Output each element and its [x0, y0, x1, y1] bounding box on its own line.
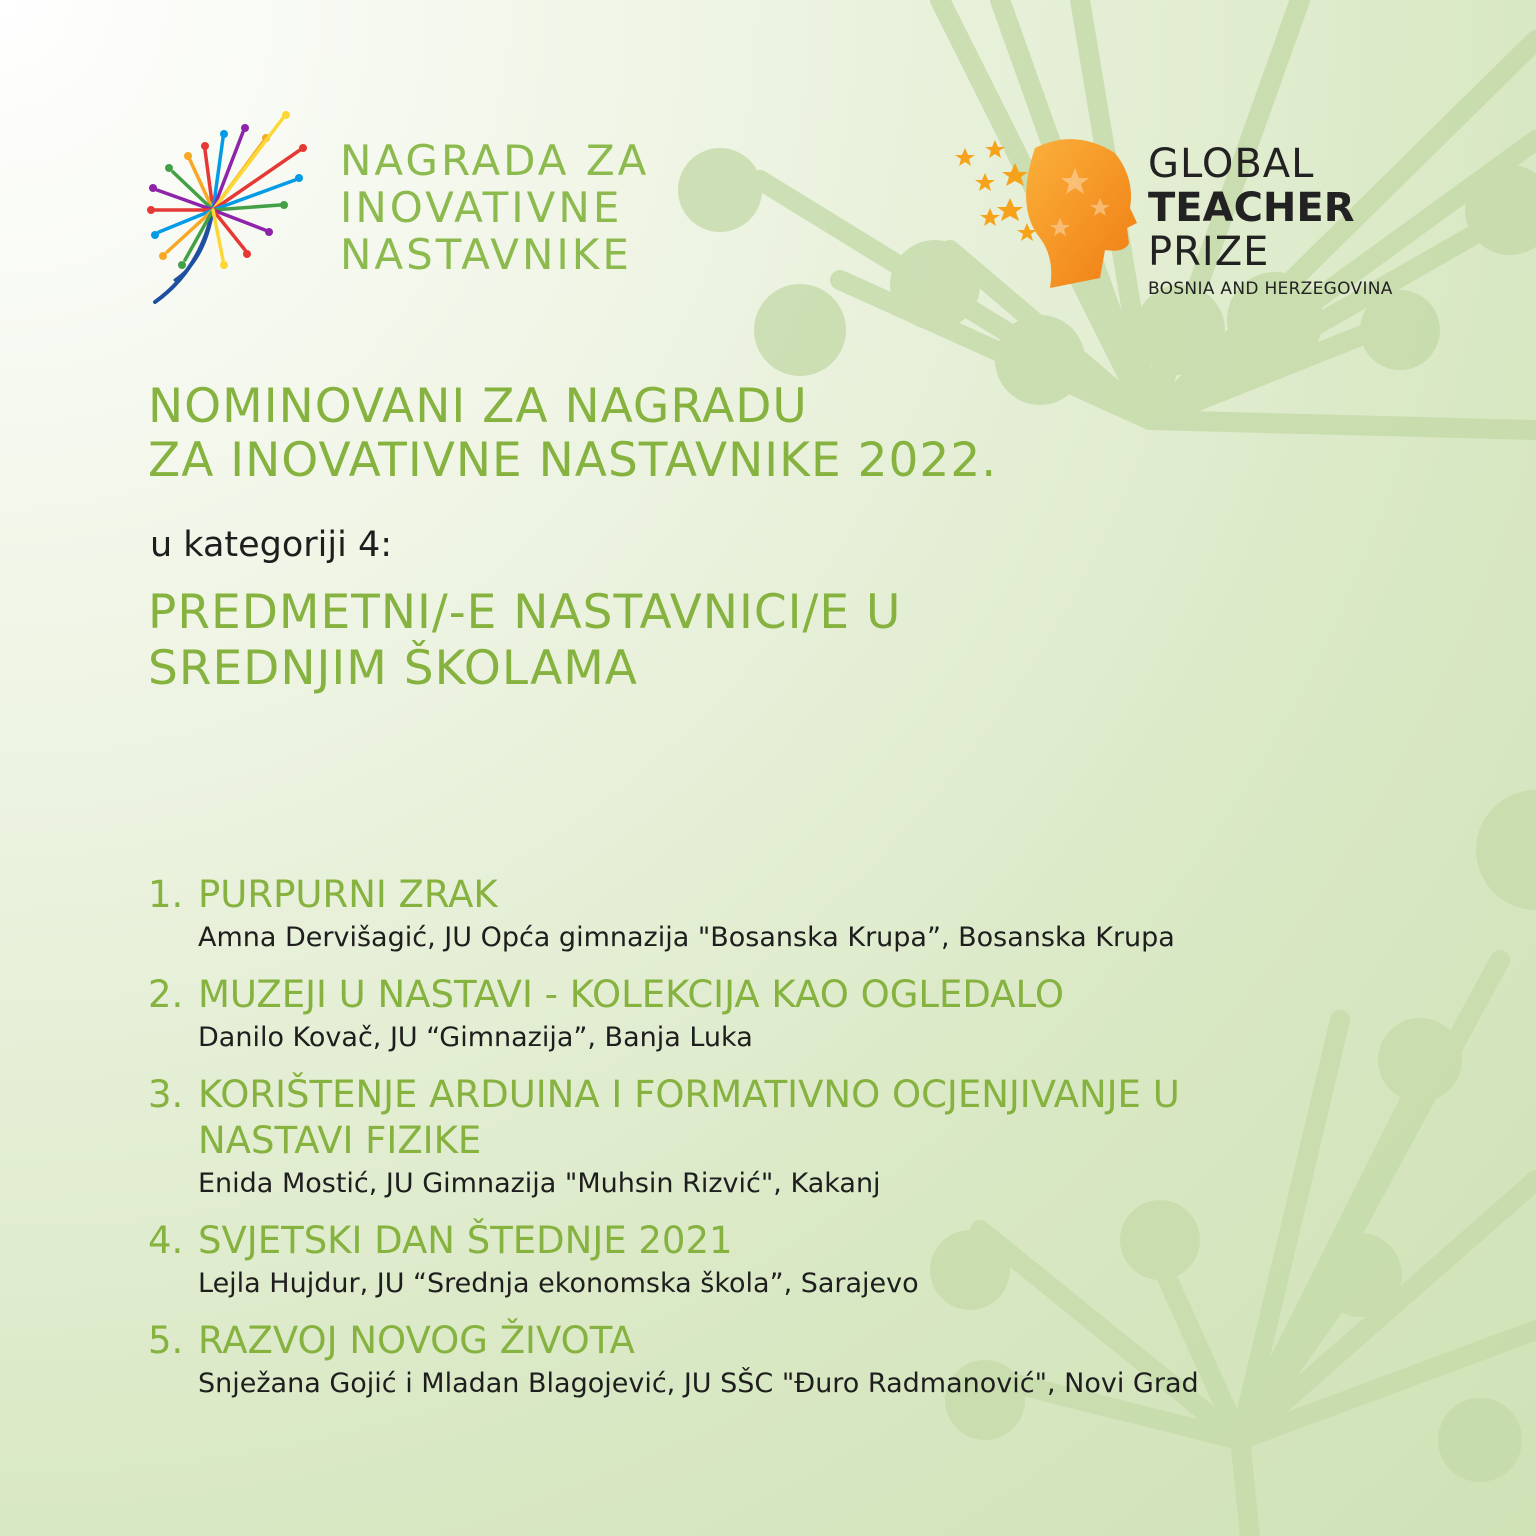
category-subtitle: u kategoriji 4:	[150, 525, 393, 565]
nominee-list	[148, 872, 1478, 1418]
nominee-project: RAZVOJ NOVOG ŽIVOTA	[198, 1319, 635, 1362]
gtp-line-prize: PRIZE	[1148, 229, 1270, 275]
nominee-number: 2.	[148, 973, 184, 1016]
nominee-project: SVJETSKI DAN ŠTEDNJE 2021	[198, 1219, 733, 1262]
nominee-author: Enida Mostić, JU Gimnazija "Muhsin Rizvić", Kakanj	[198, 1168, 881, 1199]
nominee-project: PURPURNI ZRAK	[198, 873, 498, 916]
left-logo-line: NASTAVNIKE	[340, 230, 632, 279]
nominee-author: Snježana Gojić i Mladan Blagojević, JU SŠC "Đuro Radmanović", Novi Grad	[198, 1368, 1199, 1399]
gtp-line-country: BOSNIA AND HERZEGOVINA	[1148, 279, 1393, 299]
dandelion-burst-icon	[145, 110, 315, 310]
category-line: SREDNJIM ŠKOLAMA	[148, 641, 638, 696]
nominee-title	[148, 1072, 1228, 1164]
nominee-title	[148, 1318, 1478, 1364]
nominee-title	[148, 972, 1478, 1018]
category-name	[148, 585, 901, 697]
left-logo-line: NAGRADA ZA	[340, 136, 650, 185]
nominee-number: 1.	[148, 873, 184, 916]
right-logo-text	[1148, 142, 1393, 300]
nominee-author: Amna Dervišagić, JU Opća gimnazija "Bosanska Krupa”, Bosanska Krupa	[198, 922, 1175, 953]
category-line: PREDMETNI/-E NASTAVNICI/E U	[148, 585, 902, 640]
gtp-line-teacher: TEACHER	[1148, 185, 1355, 231]
left-logo-text	[340, 137, 649, 278]
list-item	[148, 1318, 1478, 1404]
gtp-line-global: GLOBAL	[1148, 141, 1315, 187]
list-item	[148, 972, 1478, 1058]
list-item	[148, 1072, 1478, 1204]
nominee-author: Danilo Kovač, JU “Gimnazija”, Banja Luka	[198, 1022, 753, 1053]
nominee-project: KORIŠTENJE ARDUINA I FORMATIVNO OCJENJIVANJE U NASTAVI FIZIKE	[198, 1073, 1180, 1162]
title-line: NOMINOVANI ZA NAGRADU	[148, 379, 808, 434]
nominee-author: Lejla Hujdur, JU “Srednja ekonomska škola”, Sarajevo	[198, 1268, 919, 1299]
title-line: ZA INOVATIVNE NASTAVNIKE 2022.	[148, 433, 998, 488]
nominee-project: MUZEJI U NASTAVI - KOLEKCIJA KAO OGLEDALO	[198, 973, 1064, 1016]
nominee-title	[148, 872, 1478, 918]
nominee-title	[148, 1218, 1478, 1264]
nominee-number: 3.	[148, 1073, 184, 1116]
nominee-number: 5.	[148, 1319, 184, 1362]
left-logo-line: INOVATIVNE	[340, 183, 623, 232]
nominee-number: 4.	[148, 1219, 184, 1262]
list-item	[148, 1218, 1478, 1304]
list-item	[148, 872, 1478, 958]
page-title	[148, 380, 997, 488]
star-head-icon	[955, 128, 1140, 293]
